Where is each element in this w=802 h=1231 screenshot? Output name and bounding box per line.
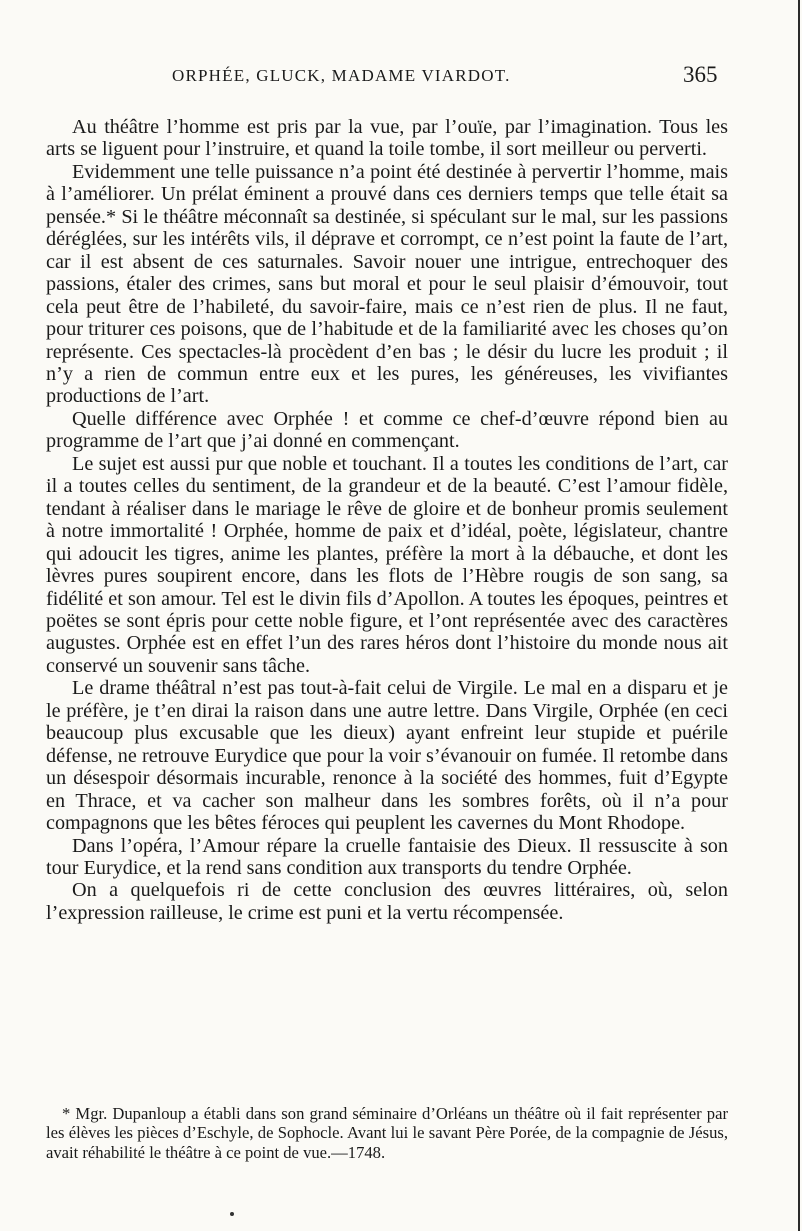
running-title: ORPHÉE, GLUCK, MADAME VIARDOT.	[172, 66, 511, 85]
paragraph-2: Evidemment une telle puissance n’a point été destinée à pervertir l’homme, mais à l’améliorer. Un prélat éminent a prouvé dans ces derniers temps que telle était sa pensée.* Si le théâtre méconnaît sa destinée, si spéculant sur le mal, sur les passions déréglées, sur les intérêts vils, il déprave et corrompt, ce n’est point la faute de l’art, car il est absent de ces saturnales. Savoir nouer une intrigue, entrechoquer des passions, étaler des crimes, sans but moral et pour le seul plaisir d’émouvoir, tout cela peut être de l’habileté, du savoir-faire, mais ce n’est rien de plus. Il ne faut, pour triturer ces poisons, que de l’habitude et de la familiarité avec les choses qu’on représente. Ces spectacles-là procèdent d’en bas ; le désir du lucre les produit ; il n’y a rien de commun entre eux et les pures, les généreuses, les vivifiantes productions de l’art.	[46, 160, 728, 408]
page-header	[0, 62, 802, 92]
page-number: 365	[683, 62, 718, 87]
paragraph-4: Le sujet est aussi pur que noble et touchant. Il a toutes les conditions de l’art, car il a toutes celles du sentiment, de la grandeur et de la beauté. C’est l’amour fidèle, tendant à réaliser dans le mariage le rêve de gloire et de bonheur promis seulement à notre immortalité ! Orphée, homme de paix et d’idéal, poète, législateur, chantre qui adoucit les tigres, anime les plantes, préfère la mort à la débauche, et dont les lèvres pures soupirent encore, dans les flots de l’Hèbre rougis de son sang, sa fidélité et son amour. Tel est le divin fils d’Apollon. A toutes les époques, peintres et poëtes se sont épris pour cette noble figure, et l’ont représentée avec des caractères augustes. Orphée est en effet l’un des rares héros dont l’histoire du monde nous ait conservé un souvenir sans tâche.	[46, 452, 728, 677]
paragraph-6: Dans l’opéra, l’Amour répare la cruelle fantaisie des Dieux. Il ressuscite à son tour Eurydice, et la rend sans condition aux transports du tendre Orphée.	[46, 834, 728, 879]
body-text	[46, 116, 728, 924]
paragraph-1: Au théâtre l’homme est pris par la vue, par l’ouïe, par l’imagination. Tous les arts se liguent pour l’instruire, et quand la toile tombe, il sort meilleur ou perverti.	[46, 116, 728, 161]
paragraph-5: Le drame théâtral n’est pas tout-à-fait celui de Virgile. Le mal en a disparu et je le préfère, je t’en dirai la raison dans une autre lettre. Dans Virgile, Orphée (en ceci beaucoup plus excusable que les dieux) ayant enfreint leur stupide et puérile défense, ne retrouve Eurydice que pour la voir s’évanouir on fumée. Il retombe dans un désespoir désormais incurable, renonce à la société des hommes, fuit d’Egypte en Thrace, et va cacher son malheur dans les sombres forêts, où il n’a pour compagnons que les bêtes féroces qui peuplent les cavernes du Mont Rhodope.	[46, 677, 728, 835]
printer-mark	[230, 1212, 234, 1216]
paragraph-7: On a quelquefois ri de cette conclusion des œuvres littéraires, où, selon l’expression railleuse, le crime est puni et la vertu récompensée.	[46, 879, 728, 924]
page-edge-rule	[798, 0, 800, 1231]
footnote-text: * Mgr. Dupanloup a établi dans son grand séminaire d’Orléans un théâtre où il fait représenter par les élèves les pièces d’Eschyle, de Sophocle. Avant lui le savant Père Porée, de la compagnie de Jésus, avait réhabilité le théâtre à ce point de vue.—1748.	[46, 1104, 728, 1162]
paragraph-3: Quelle différence avec Orphée ! et comme ce chef-d’œuvre répond bien au programme de l’art que j’ai donné en commençant.	[46, 407, 728, 453]
footnote	[46, 1104, 728, 1162]
